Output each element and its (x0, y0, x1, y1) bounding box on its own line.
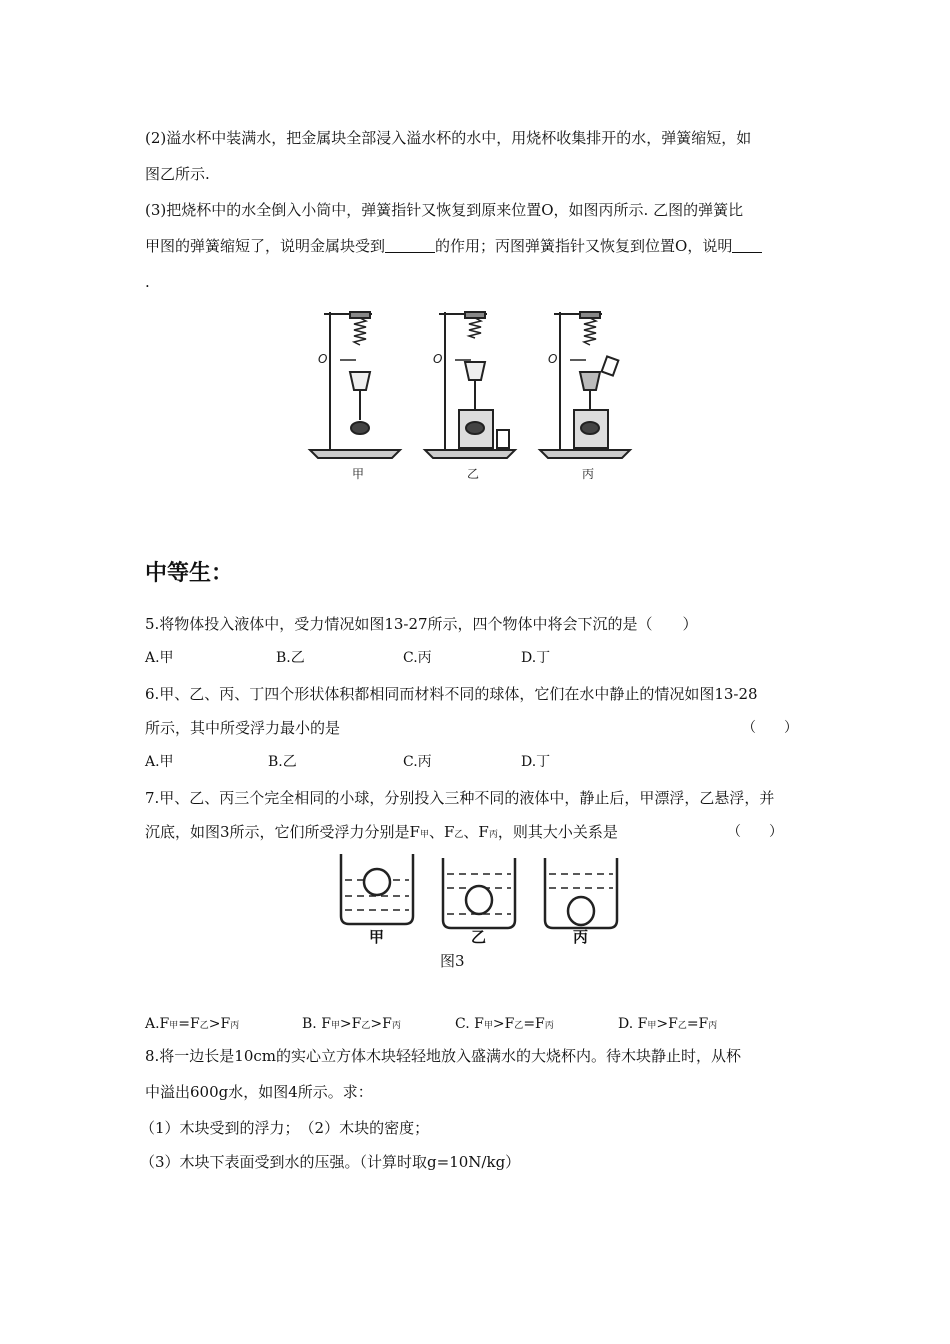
spring-apparatus-figure (300, 300, 640, 485)
beaker-label-jia: 甲 (369, 928, 385, 946)
pointer-label: O (548, 352, 558, 366)
option-b[interactable]: B.乙 (276, 650, 305, 666)
apparatus-bing (540, 312, 630, 458)
option-b[interactable]: B. F甲>F乙>F丙 (302, 1016, 401, 1032)
option-a[interactable]: A.F甲=F乙>F丙 (145, 1016, 240, 1032)
option-c[interactable]: C.丙 (403, 754, 432, 770)
question-7-stem: 沉底，如图3所示，它们所受浮力分别是F甲、F乙、F丙，则其大小关系是 (145, 823, 618, 841)
beaker-yi (443, 858, 515, 928)
apparatus-jia (310, 312, 400, 458)
figure-label-yi: 乙 (467, 467, 480, 481)
option-d[interactable]: D. F甲>F乙=F丙 (618, 1016, 718, 1032)
figure-label-bing: 丙 (582, 467, 595, 481)
question-8-stem: 8.将一边长是10cm的实心立方体木块轻轻地放入盛满水的大烧杯内。待木块静止时，从杯 (145, 1047, 742, 1065)
beaker-label-yi: 乙 (471, 928, 487, 946)
figure-caption: 图3 (440, 952, 465, 970)
question-5-stem: 5.将物体投入液体中，受力情况如图13-27所示，四个物体中将会下沉的是（ ） (145, 615, 698, 633)
beaker-bing (545, 858, 617, 928)
option-d[interactable]: D.丁 (521, 754, 551, 770)
answer-blank[interactable] (732, 238, 762, 253)
option-a[interactable]: A.甲 (145, 650, 174, 666)
question-text: 甲图的弹簧缩短了，说明金属块受到 (145, 237, 386, 255)
apparatus-yi (425, 312, 515, 458)
question-text-line: (2)溢水杯中装满水，把金属块全部浸入溢水杯的水中，用烧杯收集排开的水，弹簧缩短，如 (145, 129, 752, 147)
pointer-label: O (318, 352, 328, 366)
pointer-label: O (433, 352, 443, 366)
beaker-jia (341, 854, 413, 924)
question-8-part: （1）木块受到的浮力； （2）木块的密度； (140, 1119, 430, 1137)
figure-label-jia: 甲 (352, 467, 365, 481)
question-text-line: . (145, 273, 150, 291)
option-b[interactable]: B.乙 (268, 754, 297, 770)
answer-blank[interactable] (385, 238, 435, 253)
beaker-label-bing: 丙 (573, 928, 589, 946)
question-8-stem: 中溢出600g水，如图4所示。求： (145, 1083, 373, 1101)
section-heading: 中等生： (145, 561, 234, 586)
question-text: 的作用；丙图弹簧指针又恢复到位置O，说明 (435, 237, 733, 255)
question-7-stem: 7.甲、乙、丙三个完全相同的小球，分别投入三种不同的液体中，静止后，甲漂浮，乙悬浮，并 (145, 789, 775, 807)
answer-parentheses[interactable]: （ ） (727, 824, 783, 840)
question-6-stem: 6.甲、乙、丙、丁四个形状体积都相同而材料不同的球体，它们在水中静止的情况如图13-28 (145, 685, 758, 703)
option-d[interactable]: D.丁 (521, 650, 551, 666)
option-a[interactable]: A.甲 (145, 754, 174, 770)
question-text-line: (3)把烧杯中的水全倒入小筒中，弹簧指针又恢复到原来位置O，如图丙所示. 乙图的弹簧比 (145, 201, 744, 219)
option-c[interactable]: C.丙 (403, 650, 432, 666)
answer-parentheses[interactable]: （ ） (742, 720, 798, 736)
question-8-part: （3）木块下表面受到水的压强。（计算时取g=10N/kg） (140, 1153, 521, 1171)
question-text-line (145, 236, 762, 256)
option-c[interactable]: C. F甲>F乙=F丙 (455, 1016, 554, 1032)
question-6-stem: 所示，其中所受浮力最小的是 (145, 719, 341, 737)
beakers-figure (335, 852, 620, 947)
question-text-line: 图乙所示. (145, 165, 210, 183)
